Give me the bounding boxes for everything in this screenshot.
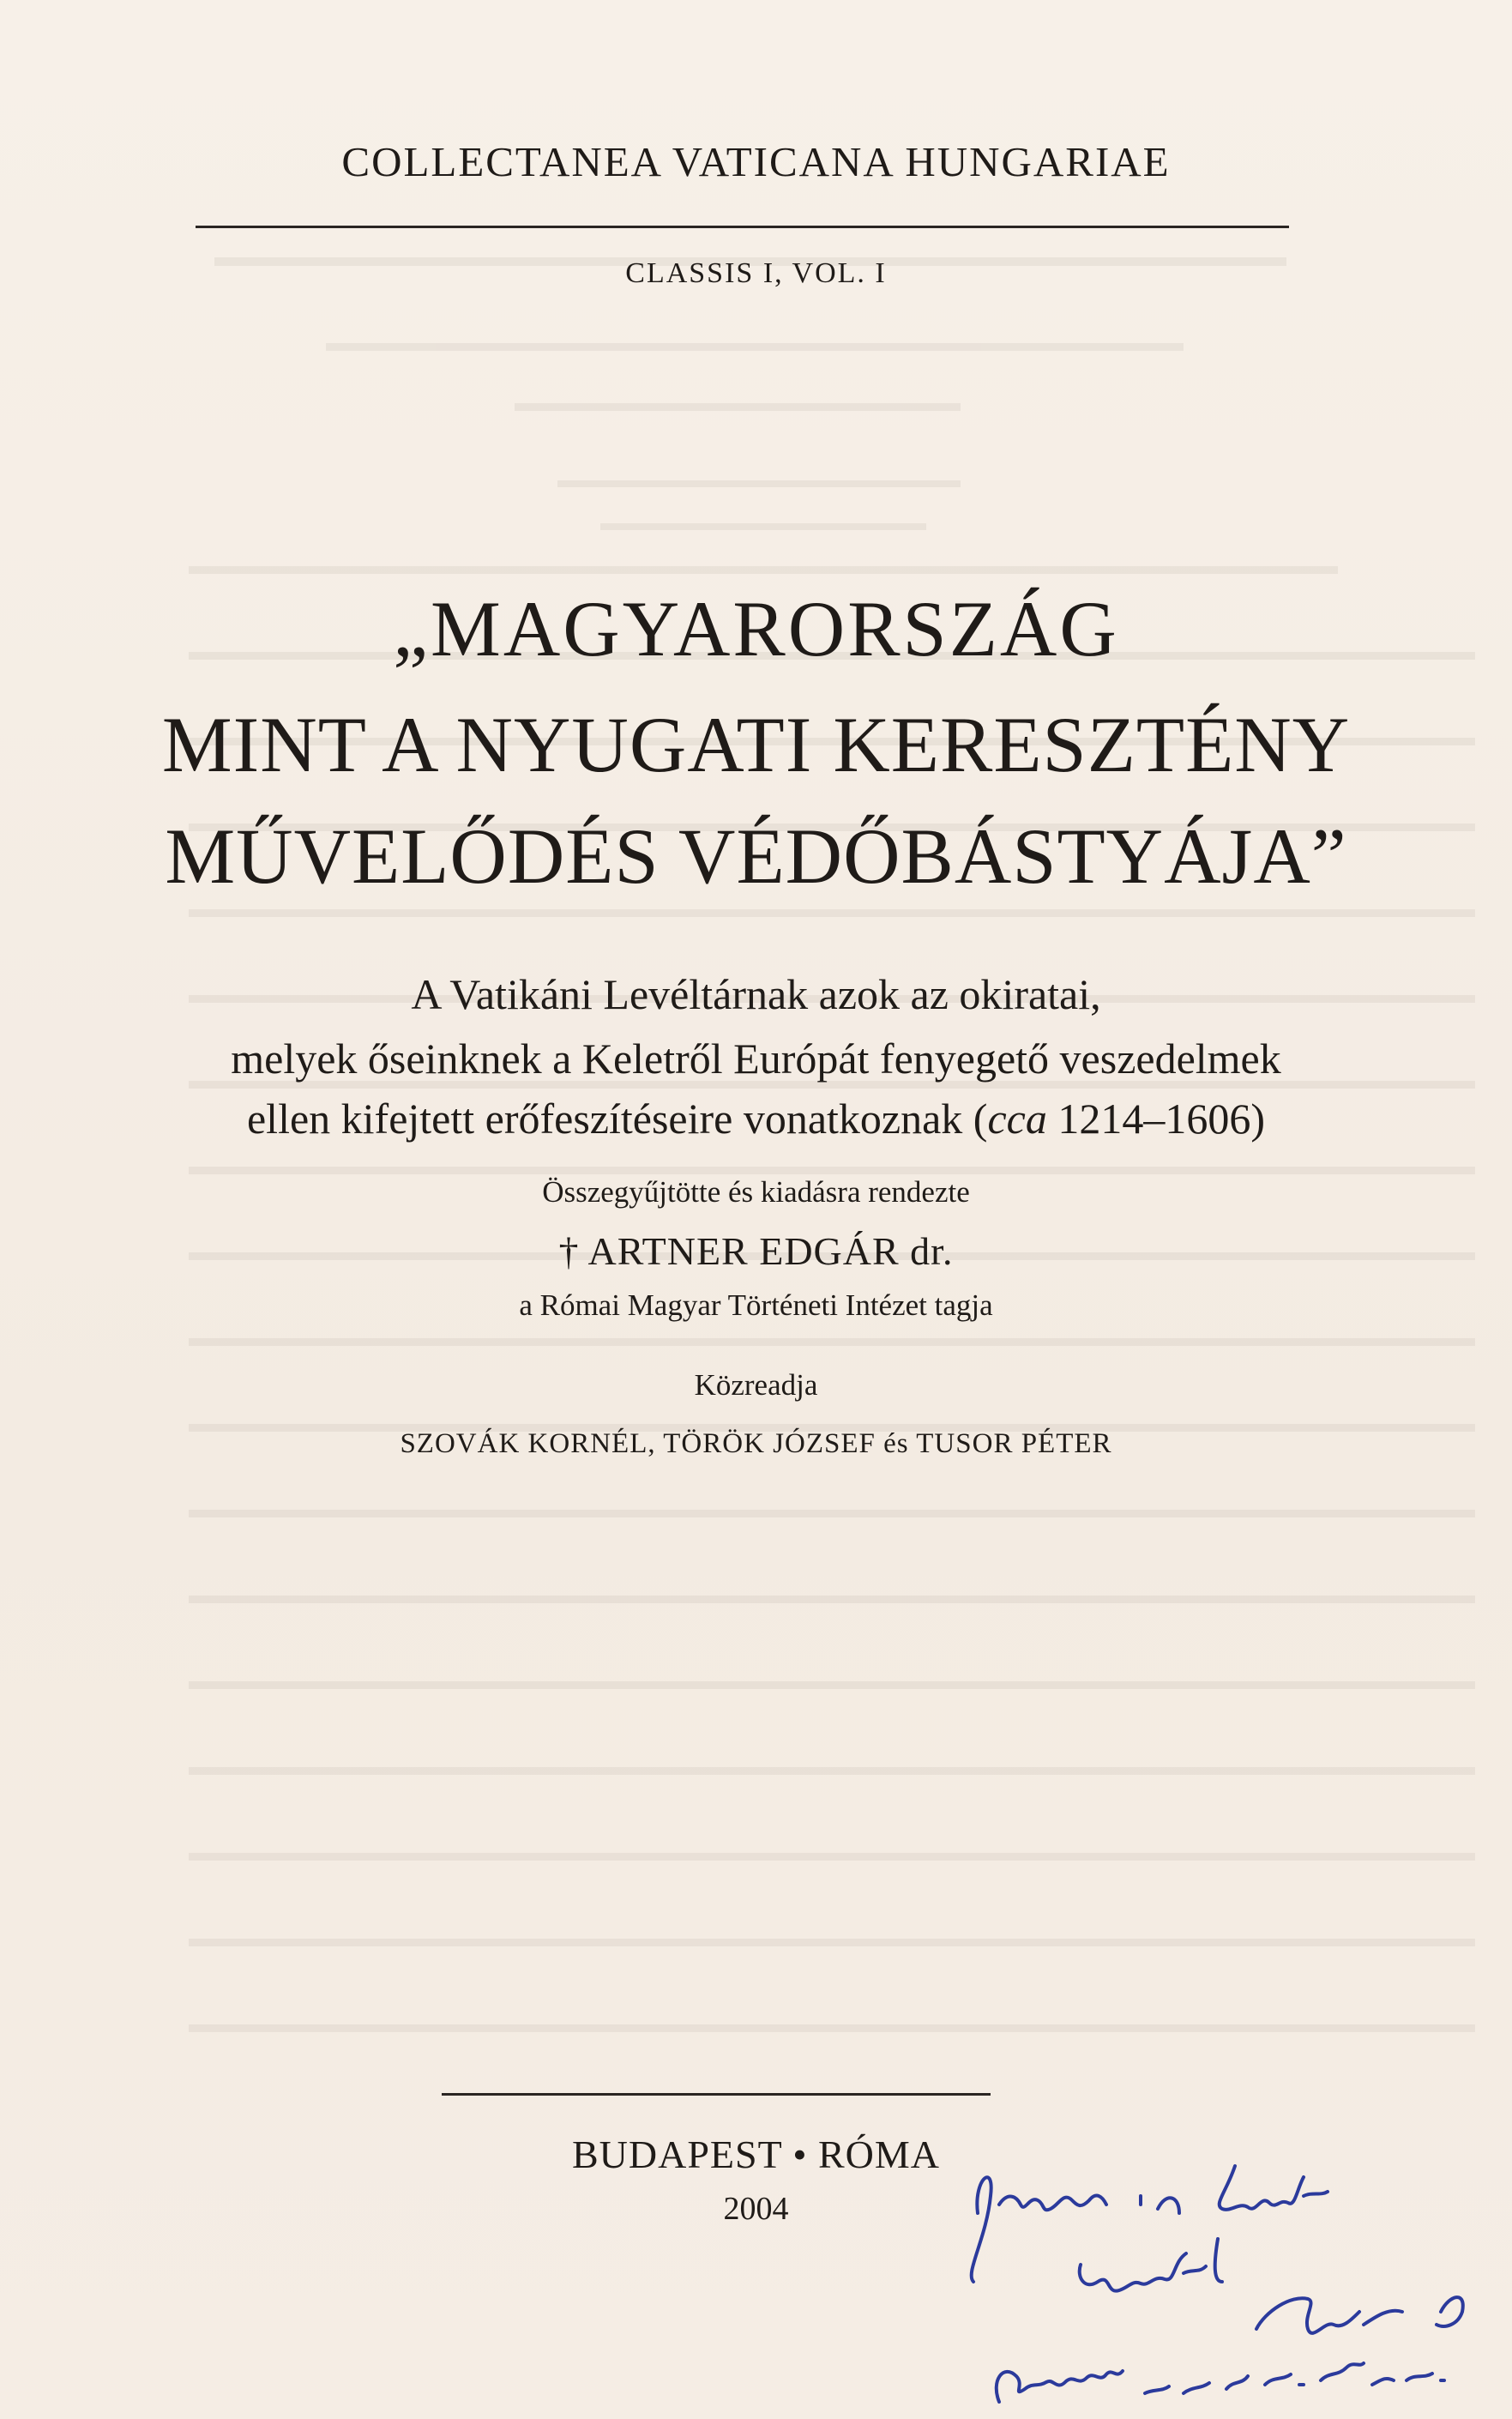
subtitle-line-3-prefix: ellen kifejtett erőfeszítéseire vonatkoznak ( <box>246 1095 988 1143</box>
series-title: COLLECTANEA VATICANA HUNGARIAE <box>341 138 1171 185</box>
compiled-by-label: Összegyűjtötte és kiadásra rendezte <box>542 1175 970 1209</box>
subtitle-line-3-italic: cca <box>987 1095 1047 1143</box>
published-by-label: Közreadja <box>694 1368 818 1402</box>
author-affiliation: a Római Magyar Történeti Intézet tagja <box>519 1288 993 1322</box>
series-volume: CLASSIS I, VOL. I <box>625 257 887 289</box>
handwritten-signature <box>961 2145 1509 2419</box>
subtitle-line-1: A Vatikáni Levéltárnak azok az okiratai, <box>411 970 1101 1018</box>
imprint-place: BUDAPEST • RÓMA <box>572 2132 940 2176</box>
bottom-rule <box>442 2093 991 2096</box>
subtitle-line-2: melyek őseinknek a Keletről Európát fenyegető veszedelmek <box>231 1035 1281 1083</box>
subtitle-line-3 <box>0 1094 1512 1143</box>
editors-names: SZOVÁK KORNÉL, TÖRÖK JÓZSEF és TUSOR PÉTER <box>400 1428 1112 1459</box>
subtitle-line-3-suffix: 1214–1606) <box>1046 1095 1266 1143</box>
imprint-year: 2004 <box>723 2191 789 2227</box>
main-title-line-2: MINT A NYUGATI KERESZTÉNY <box>161 701 1351 788</box>
top-rule <box>196 226 1289 228</box>
author-name: † ARTNER EDGÁR dr. <box>558 1229 954 1273</box>
main-title-line-1: „MAGYARORSZÁG <box>393 585 1119 673</box>
main-title-line-3: MŰVELŐDÉS VÉDŐBÁSTYÁJA” <box>165 812 1347 900</box>
